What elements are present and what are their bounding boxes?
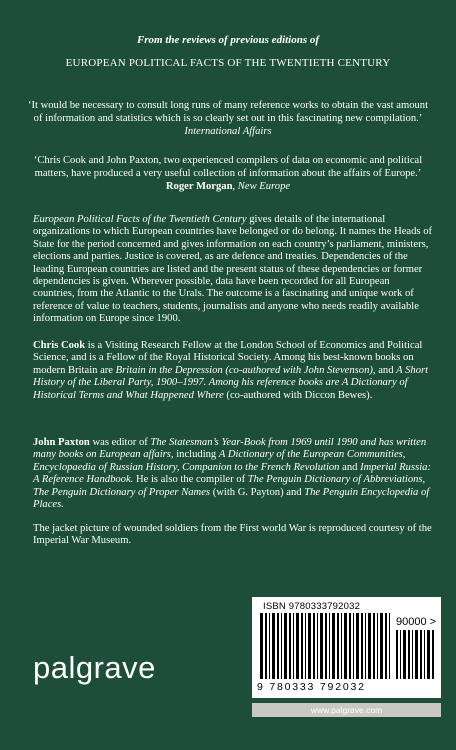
barcode-panel xyxy=(252,597,441,698)
author-bio-cook xyxy=(33,340,433,402)
cook-text-2: and xyxy=(375,364,397,376)
paxton-italic-2: A Dictionary of the European Communities, Encyclopaedia of Russian History, Companion to the French Revolution xyxy=(33,449,406,473)
review-2-source: New Europe xyxy=(237,181,291,192)
book-title-header: EUROPEAN POLITICAL FACTS OF THE TWENTIETH CENTURY xyxy=(65,57,391,69)
paxton-text-4: He is also the compiler of xyxy=(133,474,248,486)
paxton-italic-3: Imperial Russia: A Reference Handbook. xyxy=(33,461,431,486)
paxton-italic-5: The Penguin Encyclopedia of Places. xyxy=(33,486,430,511)
review-quote-1 xyxy=(0,99,456,138)
publisher-url: www.palgrave.com xyxy=(252,703,441,717)
jacket-credit: The jacket picture of wounded soldiers from the First world War is reproduced courtesy of the Imperial War Museum. xyxy=(33,523,432,547)
review-2-attribution: Roger Morgan, New Europe xyxy=(165,181,291,192)
review-2-line-1: ‘Chris Cook and John Paxton, two experienced compilers of data on economic and political xyxy=(33,155,423,166)
paxton-italic-1: The Statesman’s Year-Book from 1969 until 1990 and has written many books on European affairs, xyxy=(33,437,427,461)
barcode-bars xyxy=(260,613,392,679)
paxton-text-1: was editor of xyxy=(89,437,151,448)
description-book-title: European Political Facts of the Twentieth Century xyxy=(33,214,247,225)
paxton-italic-4: The Penguin Dictionary of Abbreviations, The Penguin Dictionary of Proper Names xyxy=(33,474,426,498)
author-bio-paxton xyxy=(33,437,433,511)
review-1-line-2: of information and statistics which is so clearly set out in this fascinating new compilation.’ xyxy=(33,113,423,124)
addon-barcode-bars xyxy=(396,630,434,679)
cook-text-3: (co-authored with Diccon Bewes). xyxy=(223,389,373,401)
description-text: gives details of the international organizations to which European countries have belonged or do belong. It names the Heads of State for the period concerned and gives information on each country’s parliament, ministers, elections and parties. Justice is covered, as are defence and treaties. Dependencies of the leading European countries are listed and the present status of these dependencies or former dependencies is given. Wherever possible, data have been recorded for all European countries, from the Atlantic to the Urals. The outcome is a fascinating and unique work of reference of value to teachers, students, journalists and anyone who needs readily available information on Europe since 1900. xyxy=(33,214,433,325)
paxton-text-3: and xyxy=(339,461,361,473)
paxton-text-2: including xyxy=(173,449,219,461)
review-1-source: International Affairs xyxy=(184,126,272,137)
book-description xyxy=(33,214,433,326)
review-2-line-2: matters, have produced a very useful collection of information about the affairs of Europe.’ xyxy=(34,168,422,179)
paxton-name: John Paxton xyxy=(33,437,90,448)
isbn-label: ISBN 9780333792032 xyxy=(263,601,361,612)
cook-name: Chris Cook xyxy=(33,340,86,351)
review-1-line-1: ‘It would be necessary to consult long runs of many reference works to obtain the vast amount xyxy=(27,100,429,111)
paxton-text-5: (with G. Payton) and xyxy=(210,486,305,498)
reviews-intro: From the reviews of previous editions of xyxy=(136,34,320,46)
review-2-author: Roger Morgan xyxy=(165,181,233,192)
cook-italic-2: A Short History of the Liberal Party, 1900–1997. Among his reference books are A Dictionary of Historical Terms and What Happened Where xyxy=(33,364,429,401)
review-quote-2 xyxy=(0,154,456,193)
barcode-digits: 9 780333 792032 xyxy=(257,681,366,693)
publisher-logo: palgrave xyxy=(33,650,156,685)
cook-italic-1: Britain in the Depression (co-authored with John Stevenson), xyxy=(115,364,376,376)
cook-text-1: is a Visiting Research Fellow at the London School of Economics and Political Science, and is a Fellow of the Royal Historical Society. Among his best-known books on modern Britain are xyxy=(33,340,423,376)
price-code: 90000 > xyxy=(396,616,437,628)
